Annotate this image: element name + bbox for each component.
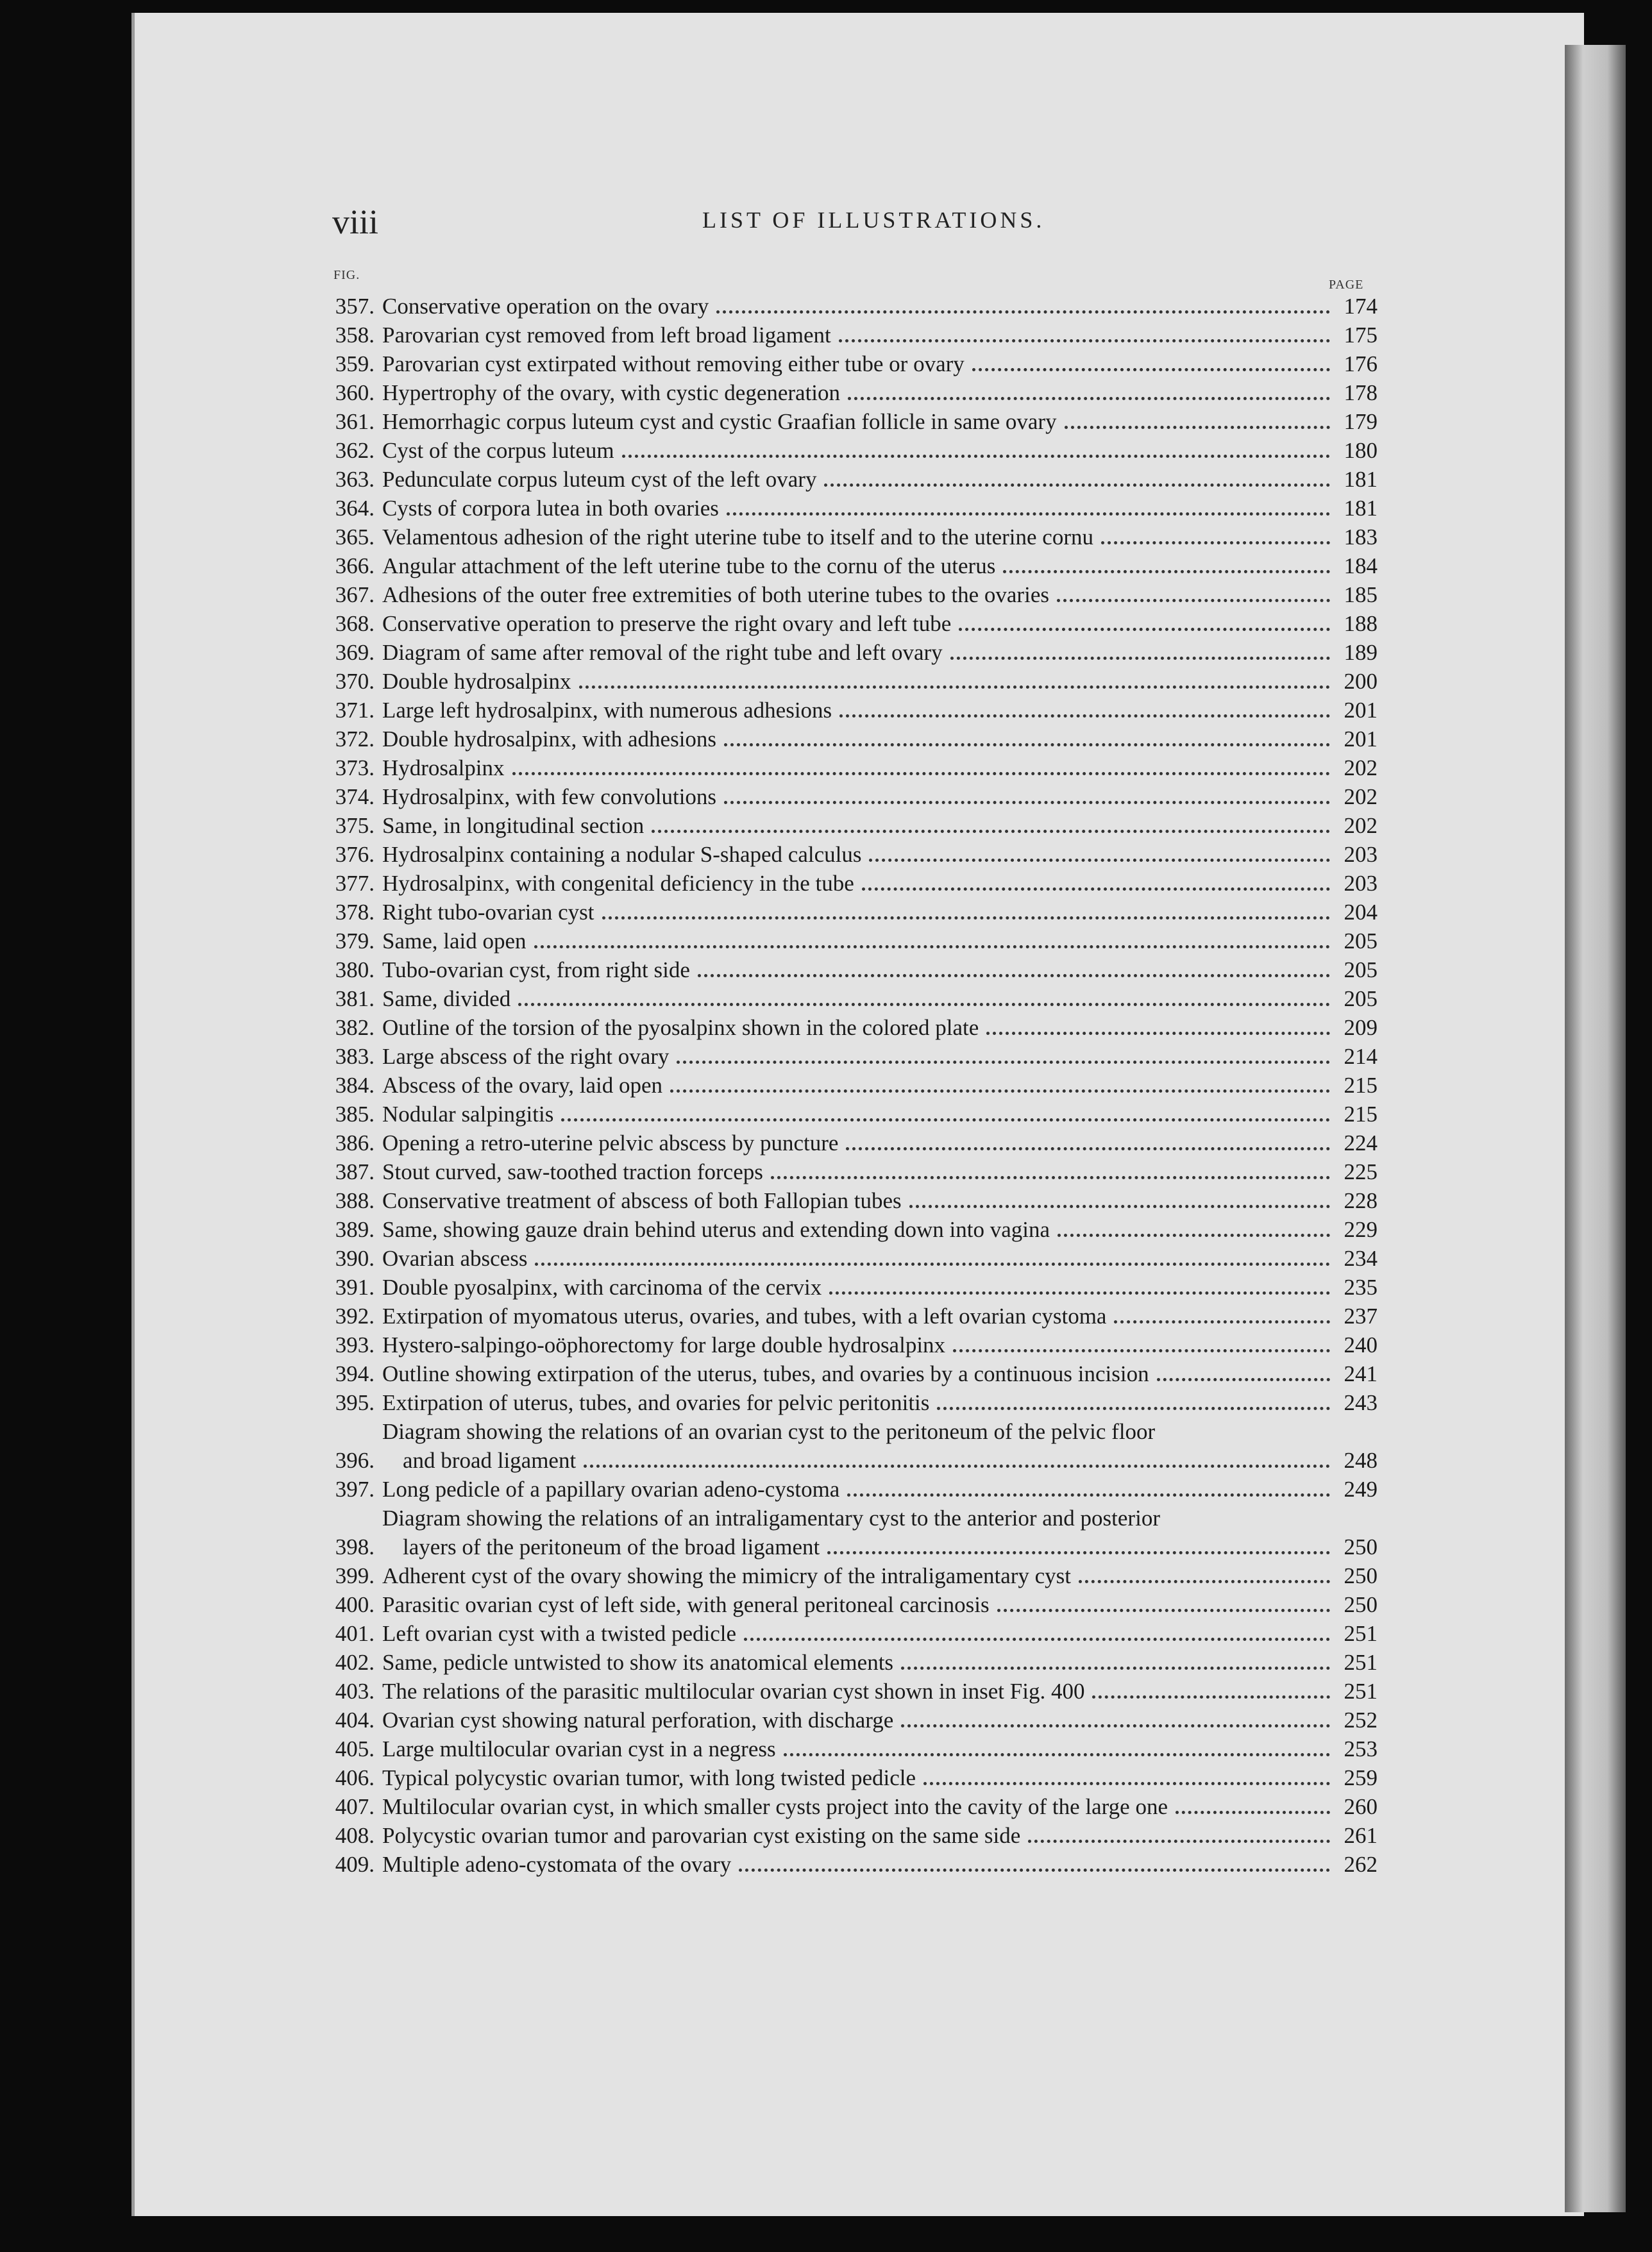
- list-item: [313, 753, 1378, 782]
- list-item: [313, 436, 1378, 465]
- list-item: [313, 407, 1378, 436]
- dot-leader: [846, 1147, 1330, 1150]
- dot-leader: [824, 483, 1330, 487]
- list-item: [313, 609, 1378, 638]
- dot-leader: [512, 772, 1330, 775]
- figure-number: 388.: [335, 1188, 375, 1213]
- figure-caption: Right tubo-ovarian cyst: [382, 900, 594, 925]
- figure-number: 383.: [335, 1044, 375, 1069]
- dot-leader: [1058, 1234, 1330, 1237]
- figure-caption: Adhesions of the outer free extremities of both uterine tubes to the ovaries: [382, 582, 1049, 607]
- dot-leader: [997, 1609, 1330, 1612]
- page-number-ref: 179: [1344, 409, 1378, 434]
- list-item: [313, 1071, 1378, 1100]
- dot-leader: [862, 887, 1330, 891]
- figure-caption: Same, pedicle untwisted to show its anatomical elements: [382, 1650, 894, 1675]
- dot-leader: [901, 1724, 1330, 1727]
- list-item: [313, 667, 1378, 696]
- figure-number: 365.: [335, 525, 375, 550]
- list-item: [313, 1561, 1378, 1590]
- figure-caption: Multiple adeno-cystomata of the ovary: [382, 1852, 732, 1877]
- running-title: LIST OF ILLUSTRATIONS.: [702, 207, 1045, 233]
- figure-caption: Polycystic ovarian tumor and parovarian cyst existing on the same side: [382, 1823, 1021, 1848]
- figure-number: 407.: [335, 1794, 375, 1819]
- list-item: [313, 1417, 1378, 1475]
- figure-caption: Ovarian cyst showing natural perforation, with discharge: [382, 1708, 894, 1733]
- figure-number: 401.: [335, 1621, 375, 1646]
- dot-leader: [534, 945, 1330, 948]
- page-number-ref: 200: [1344, 669, 1378, 694]
- page-number-ref: 204: [1344, 900, 1378, 925]
- page-number-ref: 180: [1344, 438, 1378, 463]
- figure-caption: Parovarian cyst removed from left broad ligament: [382, 323, 831, 348]
- figure-caption: Hydrosalpinx, with congenital deficiency in the tube: [382, 871, 854, 896]
- list-item: [313, 811, 1378, 840]
- page-number-ref: 178: [1344, 380, 1378, 405]
- dot-leader: [724, 801, 1330, 804]
- figure-number: 377.: [335, 871, 375, 896]
- figure-number: 371.: [335, 698, 375, 723]
- list-item: [313, 1677, 1378, 1706]
- dot-leader: [869, 859, 1330, 862]
- figure-caption: Same, laid open: [382, 929, 527, 954]
- fig-column-label: FIG.: [333, 268, 360, 282]
- dot-leader: [584, 1465, 1330, 1468]
- page-number-ref: 214: [1344, 1044, 1378, 1069]
- list-item: [313, 1475, 1378, 1504]
- dot-leader: [848, 397, 1330, 400]
- page-number-ref: 262: [1344, 1852, 1378, 1877]
- page-number-ref: 185: [1344, 582, 1378, 607]
- page-number-ref: 249: [1344, 1477, 1378, 1502]
- dot-leader: [622, 455, 1330, 458]
- dot-leader: [652, 830, 1330, 833]
- dot-leader: [677, 1061, 1330, 1064]
- list-item: [313, 378, 1378, 407]
- page-number-ref: 175: [1344, 323, 1378, 348]
- dot-leader: [739, 1869, 1330, 1872]
- figure-caption: Velamentous adhesion of the right uterine tube to itself and to the uterine cornu: [382, 525, 1093, 550]
- figure-caption: Diagram showing the relations of an ovarian cyst to the peritoneum of the pelvic floor: [382, 1419, 1156, 1444]
- dot-leader: [602, 916, 1330, 920]
- dot-leader: [1003, 570, 1330, 573]
- figure-caption: Large abscess of the right ovary: [382, 1044, 670, 1069]
- page-number-ref: 248: [1344, 1448, 1378, 1473]
- page-number-ref: 215: [1344, 1102, 1378, 1127]
- list-item: [313, 1042, 1378, 1071]
- figure-caption: Outline of the torsion of the pyosalpinx shown in the colored plate: [382, 1015, 979, 1040]
- dot-leader: [986, 1032, 1330, 1035]
- list-item: [313, 321, 1378, 349]
- list-item: [313, 523, 1378, 551]
- list-item: [313, 1129, 1378, 1157]
- list-item: [313, 1792, 1378, 1821]
- dot-leader: [518, 1003, 1330, 1006]
- figure-number: 392.: [335, 1304, 375, 1329]
- dot-leader: [1065, 426, 1330, 429]
- figure-caption: Cyst of the corpus luteum: [382, 438, 614, 463]
- dot-leader: [937, 1407, 1330, 1410]
- dot-leader: [923, 1782, 1330, 1785]
- page-number-ref: 229: [1344, 1217, 1378, 1242]
- dot-leader: [847, 1493, 1330, 1497]
- dot-leader: [670, 1089, 1330, 1093]
- dot-leader: [1028, 1840, 1330, 1843]
- figure-caption-continued: layers of the peritoneum of the broad ligament: [403, 1534, 820, 1559]
- list-item: [313, 984, 1378, 1013]
- page-number-ref: 184: [1344, 553, 1378, 578]
- dot-leader: [771, 1176, 1330, 1179]
- figure-number: 378.: [335, 900, 375, 925]
- dot-leader: [972, 368, 1330, 371]
- list-item: [313, 292, 1378, 321]
- figure-number: 359.: [335, 351, 375, 376]
- figure-caption: Extirpation of uterus, tubes, and ovaries for pelvic peritonitis: [382, 1390, 930, 1415]
- figure-caption: Double pyosalpinx, with carcinoma of the cervix: [382, 1275, 822, 1300]
- figure-number: 369.: [335, 640, 375, 665]
- list-item: [313, 840, 1378, 869]
- figure-caption: Conservative operation to preserve the right ovary and left tube: [382, 611, 952, 636]
- figure-number: 400.: [335, 1592, 375, 1617]
- page-number-ref: 250: [1344, 1592, 1378, 1617]
- figure-number: 386.: [335, 1130, 375, 1155]
- list-item: [313, 1100, 1378, 1129]
- figure-caption: Typical polycystic ovarian tumor, with long twisted pedicle: [382, 1765, 916, 1790]
- list-item: [313, 551, 1378, 580]
- page-number-ref: 235: [1344, 1275, 1378, 1300]
- page-number-ref: 243: [1344, 1390, 1378, 1415]
- page-number-ref: 181: [1344, 467, 1378, 492]
- page-number-ref: 202: [1344, 813, 1378, 838]
- list-item: [313, 1763, 1378, 1792]
- list-item: [313, 1706, 1378, 1735]
- page-number-ref: 260: [1344, 1794, 1378, 1819]
- dot-leader: [727, 512, 1330, 516]
- figure-number: 362.: [335, 438, 375, 463]
- list-item: [313, 465, 1378, 494]
- page-column-label: PAGE: [1329, 278, 1364, 292]
- dot-leader: [1176, 1811, 1330, 1814]
- figure-number: 399.: [335, 1563, 375, 1588]
- dot-leader: [959, 628, 1330, 631]
- dot-leader: [1157, 1378, 1330, 1381]
- page-number-ref: 202: [1344, 755, 1378, 780]
- page-number-ref: 183: [1344, 525, 1378, 550]
- page-number-ref: 250: [1344, 1563, 1378, 1588]
- figure-number: 387.: [335, 1159, 375, 1184]
- figure-number: 384.: [335, 1073, 375, 1098]
- list-item: [313, 1244, 1378, 1273]
- figure-caption: Double hydrosalpinx: [382, 669, 571, 694]
- figure-number: 398.: [335, 1534, 375, 1559]
- figure-number: 390.: [335, 1246, 375, 1271]
- figure-number: 357.: [335, 294, 375, 319]
- next-page-edge: [1565, 45, 1626, 2212]
- dot-leader: [953, 1349, 1330, 1352]
- figure-number: 367.: [335, 582, 375, 607]
- page-number-ref: 240: [1344, 1332, 1378, 1357]
- figure-number: 381.: [335, 986, 375, 1011]
- figure-number: 391.: [335, 1275, 375, 1300]
- dot-leader: [827, 1551, 1330, 1554]
- dot-leader: [901, 1667, 1330, 1670]
- list-item: [313, 1215, 1378, 1244]
- figure-caption: Pedunculate corpus luteum cyst of the left ovary: [382, 467, 817, 492]
- list-item: [313, 349, 1378, 378]
- list-item: [313, 1619, 1378, 1648]
- figure-number: 372.: [335, 727, 375, 752]
- dot-leader: [784, 1753, 1330, 1756]
- figure-number: 402.: [335, 1650, 375, 1675]
- list-item: [313, 1590, 1378, 1619]
- dot-leader: [744, 1638, 1330, 1641]
- dot-leader: [839, 339, 1330, 342]
- figure-caption: Same, showing gauze drain behind uterus and extending down into vagina: [382, 1217, 1050, 1242]
- page-number-ref: 209: [1344, 1015, 1378, 1040]
- page-number-ref: 205: [1344, 929, 1378, 954]
- dot-leader: [1114, 1320, 1330, 1323]
- page-number: viii: [332, 203, 379, 241]
- figure-caption: Hydrosalpinx containing a nodular S-shaped calculus: [382, 842, 862, 867]
- dot-leader: [839, 714, 1330, 718]
- figure-caption: Large left hydrosalpinx, with numerous adhesions: [382, 698, 832, 723]
- list-item: [313, 1648, 1378, 1677]
- figure-number: 385.: [335, 1102, 375, 1127]
- list-item: [313, 494, 1378, 523]
- figure-caption: Extirpation of myomatous uterus, ovaries, and tubes, with a left ovarian cystoma: [382, 1304, 1107, 1329]
- page-number-ref: 252: [1344, 1708, 1378, 1733]
- dot-leader: [716, 310, 1330, 314]
- figure-number: 397.: [335, 1477, 375, 1502]
- figure-number: 358.: [335, 323, 375, 348]
- page-number-ref: 203: [1344, 871, 1378, 896]
- figure-caption: Large multilocular ovarian cyst in a negress: [382, 1736, 776, 1761]
- figure-number: 394.: [335, 1361, 375, 1386]
- list-item: [313, 1504, 1378, 1561]
- list-item: [313, 955, 1378, 984]
- figure-number: 389.: [335, 1217, 375, 1242]
- figure-number: 376.: [335, 842, 375, 867]
- page-number-ref: 205: [1344, 986, 1378, 1011]
- dot-leader: [909, 1205, 1330, 1208]
- figure-caption: Nodular salpingitis: [382, 1102, 554, 1127]
- figure-caption: Outline showing extirpation of the uterus, tubes, and ovaries by a continuous incision: [382, 1361, 1149, 1386]
- figure-caption: The relations of the parasitic multilocular ovarian cyst shown in inset Fig. 400: [382, 1679, 1085, 1704]
- list-item: [313, 696, 1378, 725]
- figure-caption: Adherent cyst of the ovary showing the mimicry of the intraligamentary cyst: [382, 1563, 1072, 1588]
- list-item: [313, 869, 1378, 898]
- page-number-ref: 224: [1344, 1130, 1378, 1155]
- page-number-ref: 259: [1344, 1765, 1378, 1790]
- list-item: [313, 1735, 1378, 1763]
- figure-number: 361.: [335, 409, 375, 434]
- figure-number: 396.: [335, 1448, 375, 1473]
- page-number-ref: 261: [1344, 1823, 1378, 1848]
- figure-caption: Diagram of same after removal of the right tube and left ovary: [382, 640, 943, 665]
- figure-number: 409.: [335, 1852, 375, 1877]
- figure-caption: Cysts of corpora lutea in both ovaries: [382, 496, 719, 521]
- dot-leader: [579, 685, 1330, 689]
- figure-number: 408.: [335, 1823, 375, 1848]
- figure-caption: Stout curved, saw-toothed traction forceps: [382, 1159, 763, 1184]
- figure-caption: Parovarian cyst extirpated without removing either tube or ovary: [382, 351, 965, 376]
- page-number-ref: 241: [1344, 1361, 1378, 1386]
- figure-number: 368.: [335, 611, 375, 636]
- figure-caption: Abscess of the ovary, laid open: [382, 1073, 663, 1098]
- page-number-ref: 228: [1344, 1188, 1378, 1213]
- figure-number: 370.: [335, 669, 375, 694]
- list-item: [313, 1821, 1378, 1850]
- figure-caption: Same, divided: [382, 986, 511, 1011]
- page-number-ref: 215: [1344, 1073, 1378, 1098]
- page-number-ref: 251: [1344, 1679, 1378, 1704]
- page-number-ref: 174: [1344, 294, 1378, 319]
- dot-leader: [1057, 599, 1330, 602]
- figure-caption: Multilocular ovarian cyst, in which smaller cysts project into the cavity of the large one: [382, 1794, 1168, 1819]
- figure-caption: Hemorrhagic corpus luteum cyst and cystic Graafian follicle in same ovary: [382, 409, 1057, 434]
- page-number-ref: 202: [1344, 784, 1378, 809]
- page-number-ref: 189: [1344, 640, 1378, 665]
- figure-number: 375.: [335, 813, 375, 838]
- figure-number: 364.: [335, 496, 375, 521]
- page-number-ref: 201: [1344, 727, 1378, 752]
- figure-caption: Diagram showing the relations of an intraligamentary cyst to the anterior and posterior: [382, 1506, 1160, 1531]
- list-item: [313, 898, 1378, 927]
- figure-caption: Angular attachment of the left uterine tube to the cornu of the uterus: [382, 553, 996, 578]
- list-item: [313, 1157, 1378, 1186]
- figure-number: 404.: [335, 1708, 375, 1733]
- page-number-ref: 251: [1344, 1621, 1378, 1646]
- dot-leader: [1101, 541, 1330, 544]
- dot-leader: [535, 1263, 1330, 1266]
- figure-number: 395.: [335, 1390, 375, 1415]
- page-number-ref: 203: [1344, 842, 1378, 867]
- figure-number: 403.: [335, 1679, 375, 1704]
- figure-caption: Ovarian abscess: [382, 1246, 528, 1271]
- figure-caption: Hydrosalpinx, with few convolutions: [382, 784, 717, 809]
- figure-caption: Conservative treatment of abscess of both Fallopian tubes: [382, 1188, 902, 1213]
- figure-number: 382.: [335, 1015, 375, 1040]
- dot-leader: [1092, 1695, 1330, 1699]
- dot-leader: [829, 1291, 1330, 1295]
- figure-caption: Conservative operation on the ovary: [382, 294, 709, 319]
- figure-number: 405.: [335, 1736, 375, 1761]
- list-item: [313, 1302, 1378, 1331]
- page-number-ref: 251: [1344, 1650, 1378, 1675]
- dot-leader: [1079, 1580, 1330, 1583]
- list-item: [313, 1186, 1378, 1215]
- list-item: [313, 782, 1378, 811]
- page-number-ref: 250: [1344, 1534, 1378, 1559]
- list-item: [313, 927, 1378, 955]
- figure-caption: Left ovarian cyst with a twisted pedicle: [382, 1621, 737, 1646]
- page-number-ref: 201: [1344, 698, 1378, 723]
- figure-number: 363.: [335, 467, 375, 492]
- page-number-ref: 176: [1344, 351, 1378, 376]
- figure-caption-continued: and broad ligament: [403, 1448, 577, 1473]
- figure-caption: Hydrosalpinx: [382, 755, 505, 780]
- page-number-ref: 225: [1344, 1159, 1378, 1184]
- list-item: [313, 580, 1378, 609]
- figure-number: 393.: [335, 1332, 375, 1357]
- list-item: [313, 1388, 1378, 1417]
- list-item: [313, 1273, 1378, 1302]
- figure-caption: Tubo-ovarian cyst, from right side: [382, 957, 690, 982]
- figure-caption: Long pedicle of a papillary ovarian adeno-cystoma: [382, 1477, 840, 1502]
- figure-caption: Hypertrophy of the ovary, with cystic degeneration: [382, 380, 841, 405]
- dot-leader: [698, 974, 1330, 977]
- page-number-ref: 253: [1344, 1736, 1378, 1761]
- page-number-ref: 237: [1344, 1304, 1378, 1329]
- page-number-ref: 181: [1344, 496, 1378, 521]
- list-item: [313, 1013, 1378, 1042]
- figure-number: 366.: [335, 553, 375, 578]
- figure-caption: Hystero-salpingo-oöphorectomy for large double hydrosalpinx: [382, 1332, 946, 1357]
- figure-number: 373.: [335, 755, 375, 780]
- illustrations-list: [313, 292, 1378, 1879]
- figure-number: 360.: [335, 380, 375, 405]
- figure-number: 406.: [335, 1765, 375, 1790]
- figure-number: 379.: [335, 929, 375, 954]
- list-item: [313, 1850, 1378, 1879]
- list-item: [313, 1359, 1378, 1388]
- figure-caption: Same, in longitudinal section: [382, 813, 645, 838]
- dot-leader: [561, 1118, 1330, 1122]
- figure-number: 380.: [335, 957, 375, 982]
- figure-caption: Parasitic ovarian cyst of left side, with general peritoneal carcinosis: [382, 1592, 990, 1617]
- list-item: [313, 1331, 1378, 1359]
- page-number-ref: 234: [1344, 1246, 1378, 1271]
- dot-leader: [724, 743, 1330, 746]
- figure-caption: Double hydrosalpinx, with adhesions: [382, 727, 717, 752]
- page-number-ref: 188: [1344, 611, 1378, 636]
- list-item: [313, 725, 1378, 753]
- list-item: [313, 638, 1378, 667]
- figure-number: 374.: [335, 784, 375, 809]
- dot-leader: [950, 657, 1330, 660]
- page-number-ref: 205: [1344, 957, 1378, 982]
- figure-caption: Opening a retro-uterine pelvic abscess by puncture: [382, 1130, 839, 1155]
